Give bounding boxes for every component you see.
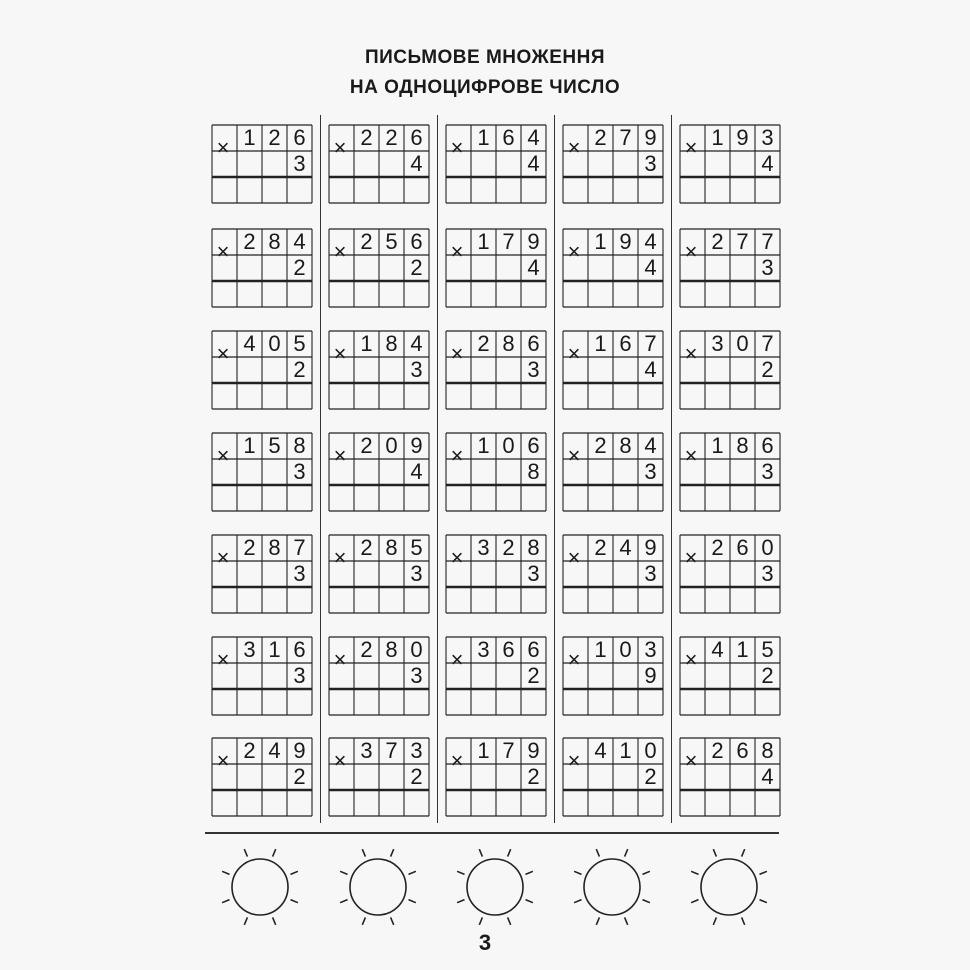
- multiplicand-digit: 7: [761, 229, 774, 254]
- multiplication-problem: [211, 432, 311, 510]
- multiplicand-digit: 1: [477, 738, 490, 763]
- multiplicand-digit: 4: [711, 637, 724, 662]
- multiplicand-digit: 8: [385, 637, 398, 662]
- multiply-sign: ×: [684, 748, 698, 773]
- multiplier-digit: 3: [644, 561, 657, 586]
- multiply-sign: ×: [450, 647, 464, 672]
- multiply-sign: ×: [567, 443, 581, 468]
- multiplicand-digit: 2: [243, 535, 256, 560]
- multiply-sign: ×: [450, 239, 464, 264]
- column-separator: [437, 115, 438, 823]
- multiply-sign: ×: [684, 135, 698, 160]
- multiplication-problem: [211, 534, 311, 612]
- multiplication-problem: [328, 737, 428, 815]
- sun-icon: [215, 845, 305, 935]
- multiplicand-digit: 3: [360, 738, 373, 763]
- multiplier-digit: 3: [410, 561, 423, 586]
- multiplier-digit: 2: [410, 255, 423, 280]
- multiplication-problem: [211, 124, 311, 202]
- multiplication-problem: [328, 124, 428, 202]
- multiplicand-digit: 4: [268, 738, 281, 763]
- multiplier-digit: 2: [527, 764, 540, 789]
- multiplicand-digit: 8: [502, 331, 515, 356]
- multiplicand-digit: 0: [385, 433, 398, 458]
- multiplicand-digit: 6: [410, 229, 423, 254]
- multiply-sign: ×: [567, 135, 581, 160]
- multiplicand-digit: 1: [243, 125, 256, 150]
- multiplier-digit: 3: [761, 459, 774, 484]
- multiplicand-digit: 6: [619, 331, 632, 356]
- multiply-sign: ×: [684, 341, 698, 366]
- multiplicand-digit: 9: [619, 229, 632, 254]
- multiplier-digit: 3: [644, 151, 657, 176]
- multiplicand-digit: 8: [293, 433, 306, 458]
- multiplication-problem: [679, 432, 779, 510]
- multiplication-problem: [328, 228, 428, 306]
- multiplicand-digit: 6: [502, 637, 515, 662]
- multiplicand-digit: 3: [477, 535, 490, 560]
- multiplicand-digit: 3: [644, 637, 657, 662]
- multiplicand-digit: 6: [761, 433, 774, 458]
- multiplication-problem: [211, 228, 311, 306]
- multiply-sign: ×: [450, 748, 464, 773]
- sun-decoration-row: [0, 845, 970, 935]
- multiplication-problem: [445, 737, 545, 815]
- multiplicand-digit: 6: [410, 125, 423, 150]
- multiplicand-digit: 5: [268, 433, 281, 458]
- multiply-sign: ×: [450, 545, 464, 570]
- multiplicand-digit: 8: [268, 229, 281, 254]
- multiply-sign: ×: [333, 239, 347, 264]
- sun-icon: [333, 845, 423, 935]
- multiply-sign: ×: [567, 748, 581, 773]
- multiply-sign: ×: [216, 135, 230, 160]
- multiplicand-digit: 2: [360, 125, 373, 150]
- multiplier-digit: 4: [410, 151, 423, 176]
- multiplication-problem: [679, 737, 779, 815]
- multiplier-digit: 4: [527, 255, 540, 280]
- multiplicand-digit: 9: [293, 738, 306, 763]
- multiplication-problem: [562, 432, 662, 510]
- multiplicand-digit: 1: [619, 738, 632, 763]
- multiply-sign: ×: [216, 443, 230, 468]
- page-title: ПИСЬМОВЕ МНОЖЕННЯ: [364, 47, 606, 68]
- multiplicand-digit: 9: [644, 125, 657, 150]
- multiplication-problem: [562, 124, 662, 202]
- multiplier-digit: 9: [644, 663, 657, 688]
- multiplicand-digit: 0: [736, 331, 749, 356]
- multiplicand-digit: 1: [594, 229, 607, 254]
- column-separator: [320, 115, 321, 823]
- multiplier-digit: 3: [293, 459, 306, 484]
- multiplicand-digit: 7: [502, 738, 515, 763]
- multiplicand-digit: 6: [502, 125, 515, 150]
- multiplication-problem: [328, 636, 428, 714]
- multiplicand-digit: 5: [410, 535, 423, 560]
- multiplicand-digit: 5: [293, 331, 306, 356]
- multiply-sign: ×: [216, 647, 230, 672]
- divider-line: [205, 832, 779, 834]
- multiplicand-digit: 8: [268, 535, 281, 560]
- multiplicand-digit: 8: [385, 331, 398, 356]
- multiply-sign: ×: [333, 341, 347, 366]
- multiplicand-digit: 2: [268, 125, 281, 150]
- multiply-sign: ×: [684, 545, 698, 570]
- multiplicand-digit: 0: [761, 535, 774, 560]
- multiplier-digit: 4: [527, 151, 540, 176]
- multiplicand-digit: 5: [761, 637, 774, 662]
- multiplicand-digit: 2: [360, 433, 373, 458]
- multiplication-problem: [445, 432, 545, 510]
- multiplicand-digit: 3: [477, 637, 490, 662]
- multiplication-problem: [445, 636, 545, 714]
- column-separator: [554, 115, 555, 823]
- multiplication-problem: [445, 534, 545, 612]
- multiplicand-digit: 4: [527, 125, 540, 150]
- multiply-sign: ×: [333, 748, 347, 773]
- multiplier-digit: 2: [293, 764, 306, 789]
- multiplicand-digit: 3: [410, 738, 423, 763]
- multiplier-digit: 3: [761, 561, 774, 586]
- multiply-sign: ×: [567, 647, 581, 672]
- multiplicand-digit: 0: [268, 331, 281, 356]
- multiplicand-digit: 4: [293, 229, 306, 254]
- multiply-sign: ×: [450, 443, 464, 468]
- multiplicand-digit: 3: [243, 637, 256, 662]
- multiply-sign: ×: [567, 341, 581, 366]
- multiplicand-digit: 6: [527, 433, 540, 458]
- multiplier-digit: 4: [644, 357, 657, 382]
- multiplicand-digit: 2: [711, 535, 724, 560]
- multiplicand-digit: 8: [527, 535, 540, 560]
- multiply-sign: ×: [333, 647, 347, 672]
- multiplicand-digit: 2: [477, 331, 490, 356]
- multiplicand-digit: 6: [293, 637, 306, 662]
- multiplicand-digit: 6: [527, 637, 540, 662]
- multiplier-digit: 3: [293, 151, 306, 176]
- multiplication-problem: [328, 534, 428, 612]
- multiplicand-digit: 9: [644, 535, 657, 560]
- multiplicand-digit: 9: [410, 433, 423, 458]
- multiplicand-digit: 1: [360, 331, 373, 356]
- multiplier-digit: 3: [527, 357, 540, 382]
- multiply-sign: ×: [333, 545, 347, 570]
- multiplicand-digit: 9: [527, 229, 540, 254]
- multiplicand-digit: 2: [243, 229, 256, 254]
- multiplication-problem: [679, 636, 779, 714]
- multiplicand-digit: 7: [293, 535, 306, 560]
- multiplication-problem: [445, 228, 545, 306]
- multiply-sign: ×: [216, 341, 230, 366]
- multiplicand-digit: 8: [619, 433, 632, 458]
- multiply-sign: ×: [684, 443, 698, 468]
- multiplicand-digit: 2: [711, 738, 724, 763]
- multiplicand-digit: 2: [360, 229, 373, 254]
- multiplicand-digit: 8: [761, 738, 774, 763]
- multiplier-digit: 4: [761, 151, 774, 176]
- multiplication-problem: [679, 330, 779, 408]
- multiplicand-digit: 2: [360, 535, 373, 560]
- multiplicand-digit: 1: [711, 125, 724, 150]
- multiplication-problem: [679, 228, 779, 306]
- multiplicand-digit: 7: [736, 229, 749, 254]
- multiplier-digit: 2: [527, 663, 540, 688]
- multiplicand-digit: 0: [644, 738, 657, 763]
- multiplication-problem: [328, 330, 428, 408]
- multiplicand-digit: 4: [644, 229, 657, 254]
- multiplicand-digit: 1: [477, 125, 490, 150]
- multiply-sign: ×: [567, 239, 581, 264]
- multiplier-digit: 4: [644, 255, 657, 280]
- multiplier-digit: 3: [293, 561, 306, 586]
- multiplier-digit: 3: [293, 663, 306, 688]
- multiply-sign: ×: [450, 135, 464, 160]
- column-separator: [671, 115, 672, 823]
- multiply-sign: ×: [567, 545, 581, 570]
- multiplicand-digit: 1: [268, 637, 281, 662]
- multiplicand-digit: 0: [619, 637, 632, 662]
- multiplicand-digit: 4: [243, 331, 256, 356]
- multiplication-problem: [562, 636, 662, 714]
- multiplier-digit: 2: [761, 663, 774, 688]
- multiplicand-digit: 4: [644, 433, 657, 458]
- multiplier-digit: 3: [527, 561, 540, 586]
- multiply-sign: ×: [216, 239, 230, 264]
- multiplication-problem: [211, 737, 311, 815]
- multiplier-digit: 2: [293, 255, 306, 280]
- multiplicand-digit: 7: [385, 738, 398, 763]
- multiply-sign: ×: [684, 647, 698, 672]
- multiplicand-digit: 1: [477, 433, 490, 458]
- multiply-sign: ×: [684, 239, 698, 264]
- multiplier-digit: 3: [761, 255, 774, 280]
- sun-icon: [450, 845, 540, 935]
- multiplicand-digit: 2: [385, 125, 398, 150]
- multiplicand-digit: 2: [711, 229, 724, 254]
- multiplicand-digit: 8: [736, 433, 749, 458]
- multiplicand-digit: 1: [594, 331, 607, 356]
- multiplicand-digit: 2: [594, 125, 607, 150]
- multiplicand-digit: 3: [761, 125, 774, 150]
- multiplication-problem: [679, 124, 779, 202]
- multiplier-digit: 2: [644, 764, 657, 789]
- multiplier-digit: 4: [761, 764, 774, 789]
- multiplier-digit: 2: [761, 357, 774, 382]
- multiplicand-digit: 6: [527, 331, 540, 356]
- multiplicand-digit: 7: [761, 331, 774, 356]
- multiplier-digit: 3: [644, 459, 657, 484]
- multiplicand-digit: 6: [293, 125, 306, 150]
- multiplicand-digit: 8: [385, 535, 398, 560]
- multiplication-problem: [445, 124, 545, 202]
- multiplicand-digit: 3: [711, 331, 724, 356]
- multiplicand-digit: 4: [410, 331, 423, 356]
- multiplicand-digit: 2: [243, 738, 256, 763]
- multiplicand-digit: 9: [736, 125, 749, 150]
- multiplicand-digit: 1: [243, 433, 256, 458]
- multiplication-problem: [562, 330, 662, 408]
- multiplication-problem: [562, 737, 662, 815]
- page-number: 3: [478, 930, 492, 955]
- multiplicand-digit: 7: [619, 125, 632, 150]
- multiplicand-digit: 2: [360, 637, 373, 662]
- multiplicand-digit: 5: [385, 229, 398, 254]
- multiply-sign: ×: [333, 135, 347, 160]
- multiplicand-digit: 7: [644, 331, 657, 356]
- multiplication-problem: [211, 330, 311, 408]
- multiplier-digit: 2: [410, 764, 423, 789]
- multiplicand-digit: 1: [594, 637, 607, 662]
- multiplicand-digit: 0: [502, 433, 515, 458]
- multiply-sign: ×: [333, 443, 347, 468]
- multiply-sign: ×: [216, 748, 230, 773]
- multiplication-problem: [328, 432, 428, 510]
- multiplication-problem: [562, 228, 662, 306]
- multiplicand-digit: 2: [502, 535, 515, 560]
- multiplication-problem: [211, 636, 311, 714]
- page-subtitle: НА ОДНОЦИФРОВЕ ЧИСЛО: [349, 77, 621, 98]
- multiply-sign: ×: [450, 341, 464, 366]
- multiplicand-digit: 4: [594, 738, 607, 763]
- multiplier-digit: 3: [410, 357, 423, 382]
- multiplier-digit: 8: [527, 459, 540, 484]
- multiplicand-digit: 7: [502, 229, 515, 254]
- multiplicand-digit: 2: [594, 535, 607, 560]
- multiplicand-digit: 1: [711, 433, 724, 458]
- multiplier-digit: 2: [293, 357, 306, 382]
- multiplicand-digit: 1: [477, 229, 490, 254]
- multiplicand-digit: 6: [736, 738, 749, 763]
- multiplicand-digit: 9: [527, 738, 540, 763]
- multiplier-digit: 3: [410, 663, 423, 688]
- multiply-sign: ×: [216, 545, 230, 570]
- multiplicand-digit: 0: [410, 637, 423, 662]
- multiplication-problem: [562, 534, 662, 612]
- sun-icon: [567, 845, 657, 935]
- multiplier-digit: 4: [410, 459, 423, 484]
- sun-icon: [684, 845, 774, 935]
- multiplicand-digit: 4: [619, 535, 632, 560]
- multiplicand-digit: 1: [736, 637, 749, 662]
- multiplicand-digit: 6: [736, 535, 749, 560]
- multiplication-problem: [445, 330, 545, 408]
- multiplication-problem: [679, 534, 779, 612]
- multiplicand-digit: 2: [594, 433, 607, 458]
